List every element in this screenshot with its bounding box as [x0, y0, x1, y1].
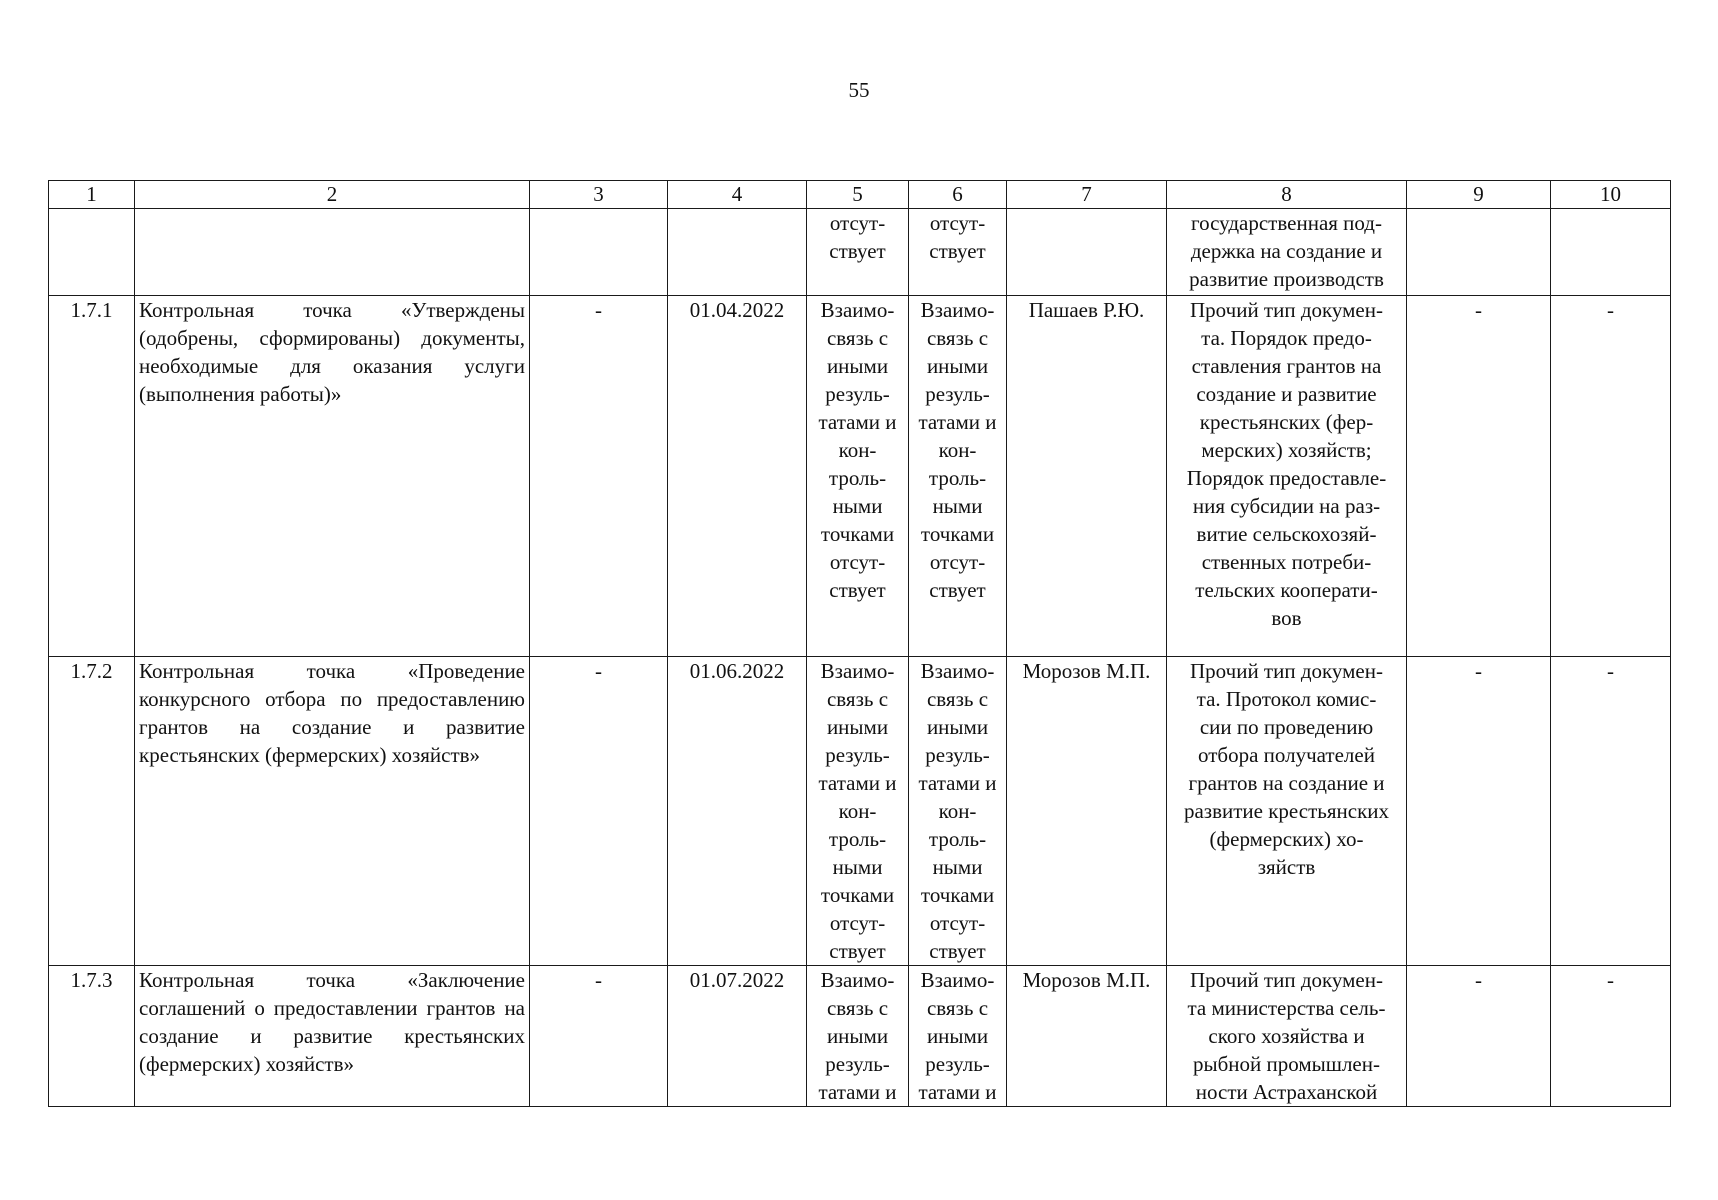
row-document: государственная под- держка на создание и развитие производств: [1167, 209, 1407, 296]
row-date: [668, 209, 807, 296]
row-col5: Взаимо- связь с иными резуль- татами и: [807, 966, 909, 1107]
table-row: [49, 657, 1671, 966]
column-header-3: 3: [530, 181, 668, 209]
row-col3: [530, 209, 668, 296]
table-row: [49, 966, 1671, 1107]
row-date: 01.07.2022: [668, 966, 807, 1107]
row-date: 01.04.2022: [668, 296, 807, 657]
row-col9: -: [1407, 657, 1551, 966]
row-document: Прочий тип докумен- та. Порядок предо- ставления грантов на создание и развитие крестьянских (фер- мерских) хозяйств; Порядок предоставле- ния субсидии на раз- витие сельскохозяй- ственных потреби- тельских кооперати- вов: [1167, 296, 1407, 657]
row-col6: отсут- ствует: [909, 209, 1007, 296]
row-document: Прочий тип докумен- та министерства сель- ского хозяйства и рыбной промышлен- ности Астраханской: [1167, 966, 1407, 1107]
column-header-4: 4: [668, 181, 807, 209]
row-name: Контрольная точка «Утверждены (одобрены, сформированы) документы, необходимые для оказания услуги (выполнения работы)»: [135, 296, 530, 657]
row-name: [135, 209, 530, 296]
row-col9: -: [1407, 966, 1551, 1107]
header-row: [49, 181, 1671, 209]
row-name: Контрольная точка «Заключение соглашений о предоставлении грантов на создание и развитие крестьянских (фермерских) хозяйств»: [135, 966, 530, 1107]
row-id: 1.7.3: [49, 966, 135, 1107]
row-col5: Взаимо- связь с иными резуль- татами и кон- троль- ными точками отсут- ствует: [807, 657, 909, 966]
row-col10: -: [1551, 657, 1671, 966]
row-col10: -: [1551, 966, 1671, 1107]
row-col9: -: [1407, 296, 1551, 657]
row-responsible: [1007, 209, 1167, 296]
row-col3: -: [530, 966, 668, 1107]
row-responsible: Морозов М.П.: [1007, 966, 1167, 1107]
control-points-table: [48, 180, 1671, 1107]
column-header-8: 8: [1167, 181, 1407, 209]
row-col5: Взаимо- связь с иными резуль- татами и кон- троль- ными точками отсут- ствует: [807, 296, 909, 657]
row-document: Прочий тип докумен- та. Протокол комис- сии по проведению отбора получателей грантов на создание и развитие крестьянских (фермерских) хо- зяйств: [1167, 657, 1407, 966]
column-header-6: 6: [909, 181, 1007, 209]
row-date: 01.06.2022: [668, 657, 807, 966]
row-col3: -: [530, 657, 668, 966]
row-col3: -: [530, 296, 668, 657]
row-id: [49, 209, 135, 296]
row-col5: отсут- ствует: [807, 209, 909, 296]
column-header-7: 7: [1007, 181, 1167, 209]
column-header-1: 1: [49, 181, 135, 209]
table-row: [49, 296, 1671, 657]
row-name: Контрольная точка «Проведение конкурсного отбора по предоставлению грантов на создание и развитие крестьянских (фермерских) хозяйств»: [135, 657, 530, 966]
row-col6: Взаимо- связь с иными резуль- татами и: [909, 966, 1007, 1107]
row-col6: Взаимо- связь с иными резуль- татами и кон- троль- ными точками отсут- ствует: [909, 657, 1007, 966]
row-col10: [1551, 209, 1671, 296]
row-id: 1.7.1: [49, 296, 135, 657]
row-col9: [1407, 209, 1551, 296]
column-header-2: 2: [135, 181, 530, 209]
page-number: 55: [848, 78, 870, 102]
row-responsible: Морозов М.П.: [1007, 657, 1167, 966]
column-header-10: 10: [1551, 181, 1671, 209]
row-col6: Взаимо- связь с иными резуль- татами и кон- троль- ными точками отсут- ствует: [909, 296, 1007, 657]
row-col10: -: [1551, 296, 1671, 657]
column-header-9: 9: [1407, 181, 1551, 209]
row-responsible: Пашаев Р.Ю.: [1007, 296, 1167, 657]
column-header-5: 5: [807, 181, 909, 209]
row-id: 1.7.2: [49, 657, 135, 966]
table-row: [49, 209, 1671, 296]
